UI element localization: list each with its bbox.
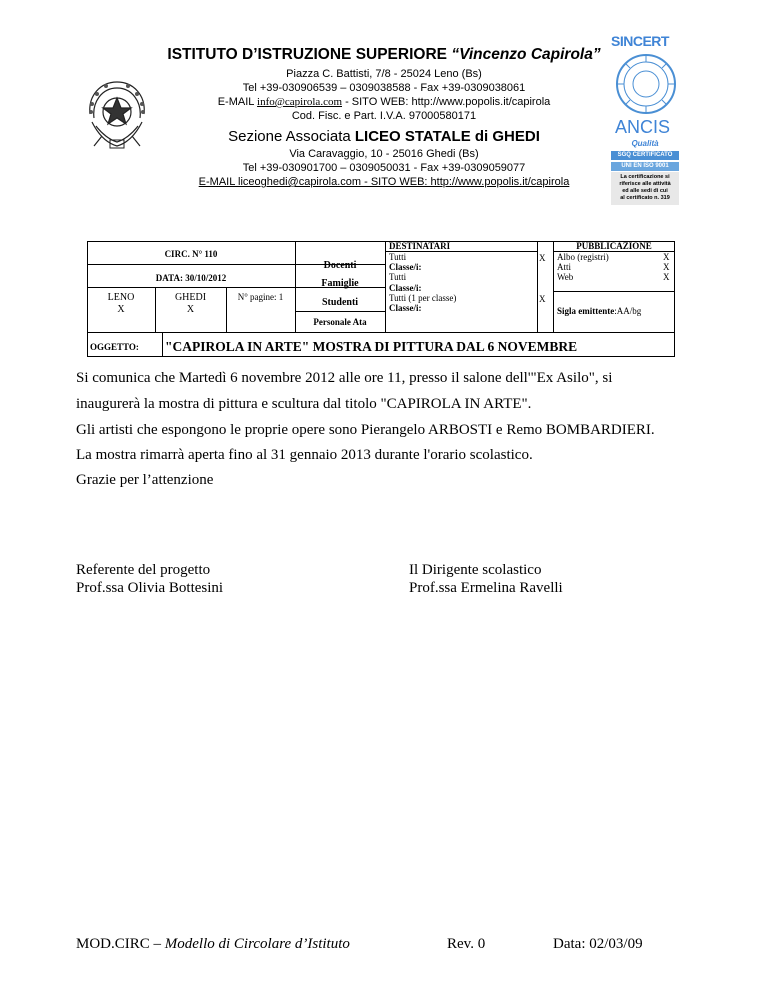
pubblicazione-header: PUBBLICAZIONE <box>576 241 652 251</box>
ancis-seal-icon <box>615 53 677 115</box>
body-line: Si comunica che Martedì 6 novembre 2012 alle ore 11, presso il salone dell'"Ex Asilo", si <box>76 370 613 386</box>
dest-mark-studenti: X <box>539 294 546 304</box>
dest-row: Classe/i: <box>389 303 422 313</box>
dest-row: Tutti <box>389 272 407 282</box>
dest-row: Tutti (1 per classe) <box>389 293 457 303</box>
pub-row: Albo (registri) <box>557 252 609 262</box>
sigla-emittente: Sigla emittente:AA/bg <box>557 306 642 316</box>
italian-republic-emblem-icon <box>82 74 152 152</box>
pub-mark: X <box>663 272 670 282</box>
ghedi-label: GHEDI <box>174 292 207 303</box>
ancis-label: ANCIS <box>615 117 671 137</box>
right-signature-name: Prof.ssa Ermelina Ravelli <box>409 580 563 596</box>
cert-note: La certificazione si riferisce alle attività ed alle sedi di cui al certificato n. 319 <box>611 172 679 205</box>
destinatari-header: DESTINATARI <box>389 241 451 251</box>
recipient-docenti: Docenti <box>323 260 357 271</box>
sgq-label: SGQ CERTIFICATO <box>611 151 679 160</box>
body-line: La mostra rimarrà aperta fino al 31 gennaio 2013 durante l'orario scolastico. <box>76 447 533 463</box>
section-address: Via Caravaggio, 10 - 25016 Ghedi (Bs) <box>289 148 479 160</box>
recipient-personale-ata: Personale Ata <box>313 317 367 327</box>
sincert-logo: SINCERT <box>611 33 669 49</box>
institute-address: Piazza C. Battisti, 7/8 - 25024 Leno (Bs) <box>286 68 482 80</box>
footer-module: MOD.CIRC – Modello di Circolare d’Istituto <box>76 936 350 952</box>
institute-name: “Vincenzo Capirola” <box>451 46 601 63</box>
footer-revision: Rev. 0 <box>447 936 486 952</box>
oggetto-text: "CAPIROLA IN ARTE" MOSTRA DI PITTURA DAL 6 NOVEMBRE <box>165 339 578 354</box>
footer-module-title: Modello di Circolare d’Istituto <box>164 936 350 952</box>
dest-row: Tutti <box>389 252 407 262</box>
dest-mark-docenti: X <box>539 253 546 263</box>
section-title-line: Sezione Associata LICEO STATALE di GHEDI <box>228 128 540 145</box>
body-line: inaugurerà la mostra di pittura e scultura dal titolo "CAPIROLA IN ARTE". <box>76 396 532 412</box>
pub-mark: X <box>663 252 670 262</box>
oggetto-label: OGGETTO: <box>90 342 139 352</box>
left-signature-name: Prof.ssa Olivia Bottesini <box>76 580 224 596</box>
institute-title: ISTITUTO D’ISTRUZIONE SUPERIORE <box>167 46 447 63</box>
dest-row: Classe/i: <box>389 283 422 293</box>
section-phone: Tel +39-030901700 – 0309050031 - Fax +39-0309059077 <box>242 162 526 174</box>
dest-row: Classe/i: <box>389 262 422 272</box>
body-line: Grazie per l’attenzione <box>76 472 214 488</box>
body-line: Gli artisti che espongono le proprie opere sono Pierangelo ARBOSTI e Remo BOMBARDIERI. <box>76 422 655 438</box>
institute-email-line: E-MAIL info@capirola.com - SITO WEB: http://www.popolis.it/capirola <box>217 96 551 108</box>
leno-label: LENO <box>107 292 135 303</box>
uni-label: UNI EN ISO 9001 <box>611 162 679 171</box>
recipient-famiglie: Famiglie <box>321 278 359 289</box>
ghedi-mark: X <box>186 304 195 315</box>
section-name: LICEO STATALE di GHEDI <box>354 128 540 145</box>
institute-phone: Tel +39-030906539 – 0309038588 - Fax +39-0309038061 <box>242 82 526 94</box>
qualita-label: Qualità <box>631 139 659 148</box>
institute-email-link[interactable]: info@capirola.com <box>257 96 343 108</box>
institute-fiscal: Cod. Fisc. e Part. I.V.A. 97000580171 <box>291 110 477 122</box>
circular-number: CIRC. N° 110 <box>164 249 218 259</box>
pub-row: Atti <box>557 262 572 272</box>
footer-date: Data: 02/03/09 <box>553 936 643 952</box>
left-signature-role: Referente del progetto <box>76 562 211 578</box>
pub-row: Web <box>557 272 574 282</box>
right-signature-role: Il Dirigente scolastico <box>409 562 542 578</box>
leno-mark: X <box>117 304 125 315</box>
certification-logo <box>611 33 679 205</box>
circular-date: DATA: 30/10/2012 <box>155 273 227 283</box>
pub-mark: X <box>663 262 670 272</box>
circular-info-table <box>87 241 675 357</box>
recipient-studenti: Studenti <box>321 297 359 308</box>
section-email-line[interactable]: E-MAIL liceoghedi@capirola.com - SITO WEB: http://www.popolis.it/capirola <box>198 176 570 188</box>
page-count: N° pagine: 1 <box>237 292 284 302</box>
